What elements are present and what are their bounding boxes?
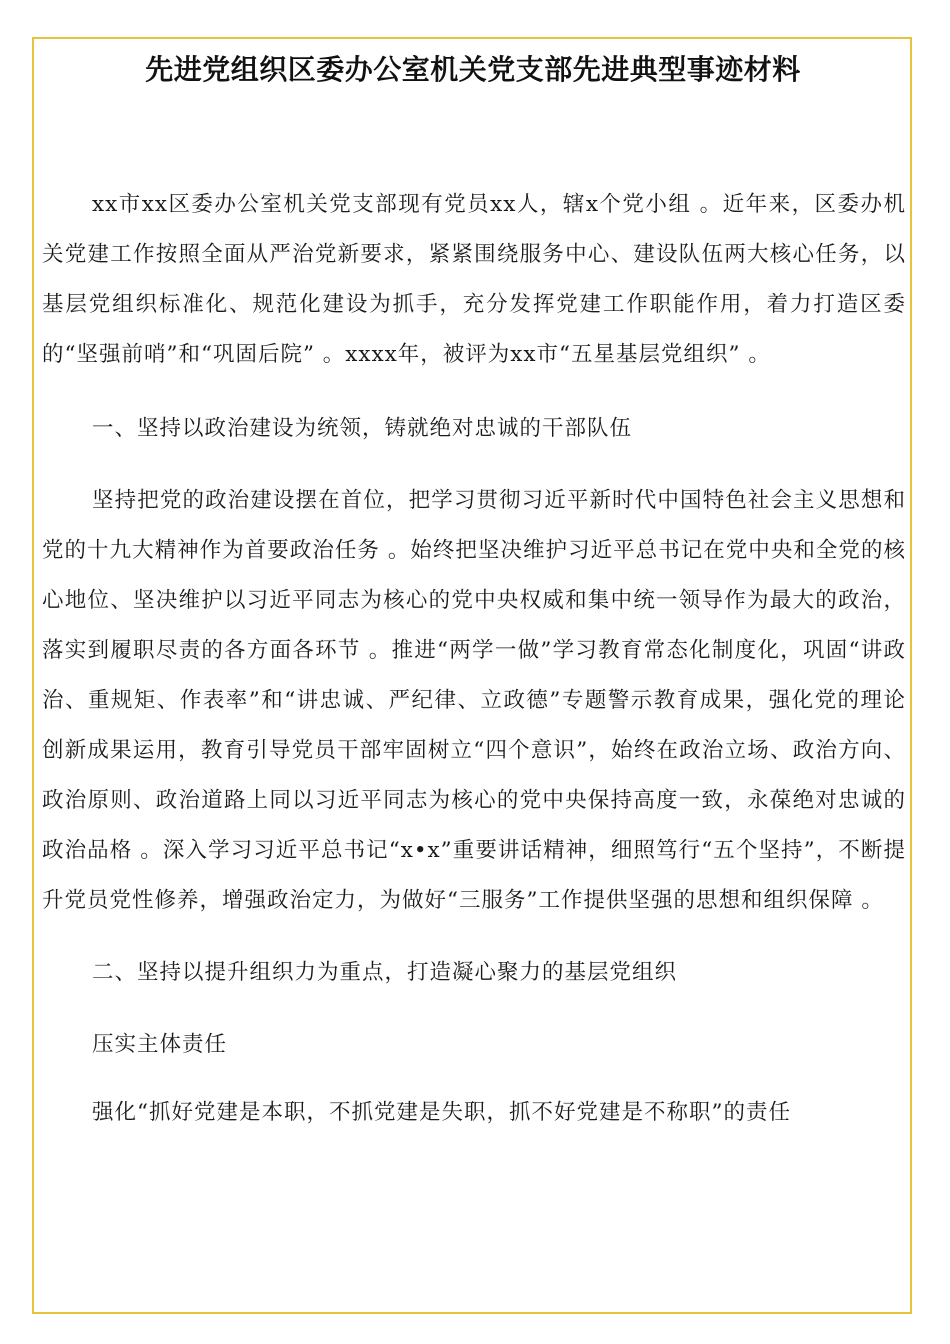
document-body bbox=[42, 180, 906, 1138]
intro-paragraph: xx市xx区委办公室机关党支部现有党员xx人，辖x个党小组 。近年来，区委办机关党建工作按照全面从严治党新要求，紧紧围绕服务中心、建设队伍两大核心任务，以基层党组织标准化、规范化建设为抓手，充分发挥党建工作职能作用，着力打造区委的“坚强前哨”和“巩固后院” 。xxxx年，被评为xx市“五星基层党组织” 。 bbox=[42, 192, 906, 367]
subsection-1-paragraph: 强化“抓好党建是本职，不抓党建是失职，抓不好党建是不称职”的责任 bbox=[92, 1100, 791, 1125]
section-1-heading: 一、坚持以政治建设为统领，铸就绝对忠诚的干部队伍 bbox=[92, 416, 633, 441]
subsection-1-heading: 压实主体责任 bbox=[92, 1032, 228, 1057]
document-title: 先进党组织区委办公室机关党支部先进典型事迹材料 bbox=[145, 53, 801, 86]
section-2-heading: 二、坚持以提升组织力为重点，打造凝心聚力的基层党组织 bbox=[92, 960, 678, 985]
section-1-paragraph: 坚持把党的政治建设摆在首位，把学习贯彻习近平新时代中国特色社会主义思想和党的十九大精神作为首要政治任务 。始终把坚决维护习近平总书记在党中央和全党的核心地位、坚决维护以习近平同志为核心的党中央权威和集中统一领导作为最大的政治，落实到履职尽责的各方面各环节 。推进“两学一做”学习教育常态化制度化，巩固“讲政治、重规矩、作表率”和“讲忠诚、严纪律、立政德”专题警示教育成果，强化党的理论创新成果运用，教育引导党员干部牢固树立“四个意识”，始终在政治立场、政治方向、政治原则、政治道路上同以习近平同志为核心的党中央保持高度一致，永葆绝对忠诚的政治品格 。深入学习习近平总书记“x•x”重要讲话精神，细照笃行“五个坚持”，不断提升党员党性修养，增强政治定力，为做好“三服务”工作提供坚强的思想和组织保障 。 bbox=[42, 488, 906, 913]
